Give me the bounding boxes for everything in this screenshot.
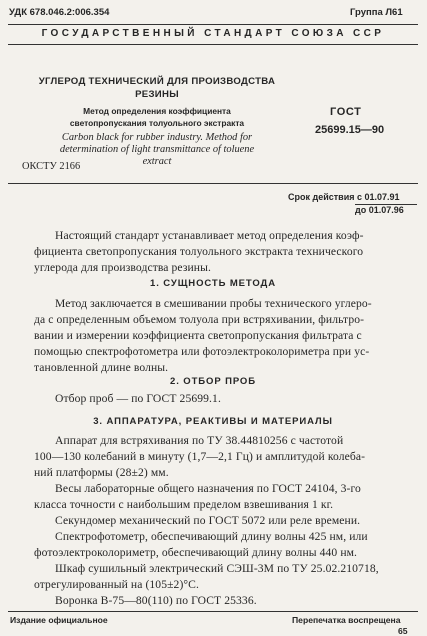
section3-line-8: фотоэлектроколориметр, обеспечивающий длину волны 440 нм. xyxy=(34,546,358,559)
footer-rule xyxy=(8,611,418,612)
section3-line-9: Шкаф сушильный электрический СЭШ-3М по ТУ 25.02.210718, xyxy=(55,562,379,575)
section3-line-5: класса точности с наибольшим пределом взвешивания 1 кг. xyxy=(34,498,334,511)
group-code: Группа Л61 xyxy=(350,7,403,18)
section2-line-1: Отбор проб — по ГОСТ 25699.1. xyxy=(55,392,221,405)
header-rule-bottom xyxy=(8,44,418,45)
intro-line-3: углерода для производства резины. xyxy=(34,261,211,274)
footer-official-edition: Издание официальное xyxy=(10,615,108,625)
udk-code: УДК 678.046.2:006.354 xyxy=(9,7,110,18)
section1-line-3: вании и измерении коэффициента светопропускания фильтрата с xyxy=(34,329,362,342)
validity-line1: Срок действия с 01.07.91 xyxy=(288,192,400,202)
section3-line-11: Воронка В-75—80(110) по ГОСТ 25336. xyxy=(55,594,257,607)
section3-line-1: Аппарат для встряхивания по ТУ 38.44810256 с частотой xyxy=(55,434,344,447)
section1-line-1: Метод заключается в смешивании пробы технического углеро- xyxy=(55,297,372,310)
title-block-rule xyxy=(8,183,418,184)
gost-label: ГОСТ xyxy=(330,106,362,118)
section-heading-2: 2. ОТБОР ПРОБ xyxy=(170,376,256,387)
english-title-line3: extract xyxy=(142,156,172,167)
page-number: 65 xyxy=(398,626,408,636)
standard-org: ГОСУДАРСТВЕННЫЙ СТАНДАРТ СОЮЗА ССР xyxy=(41,28,385,39)
okstu-code: ОКСТУ 2166 xyxy=(22,161,81,172)
document-subtitle-line1: Метод определения коэффициента xyxy=(83,106,231,116)
document-subtitle-line2: светопропускания толуольного экстракта xyxy=(69,118,245,128)
document-title-line1: УГЛЕРОД ТЕХНИЧЕСКИЙ ДЛЯ ПРОИЗВОДСТВА xyxy=(38,76,276,87)
section3-line-6: Секундомер механический по ГОСТ 5072 или реле времени. xyxy=(55,514,361,527)
validity-line2: до 01.07.96 xyxy=(355,205,404,215)
section3-line-3: ний платформы (28±2) мм. xyxy=(34,466,169,479)
section-heading-3: 3. АППАРАТУРА, РЕАКТИВЫ И МАТЕРИАЛЫ xyxy=(93,416,333,427)
section1-line-2: да с определенным объемом толуола при встряхивании, фильтро- xyxy=(34,313,365,326)
document-title-line2: РЕЗИНЫ xyxy=(135,89,179,100)
section-heading-1: 1. СУЩНОСТЬ МЕТОДА xyxy=(150,278,276,289)
header-rule-top xyxy=(8,24,418,25)
gost-number: 25699.15—90 xyxy=(315,124,385,136)
intro-line-2: фициента светопропускания толуольного экстракта технического xyxy=(34,245,364,258)
section3-line-7: Спектрофотометр, обеспечивающий длину волны 425 нм, или xyxy=(55,530,368,543)
section3-line-10: отрегулированный на (105±2)°С. xyxy=(34,578,199,591)
section3-line-4: Весы лабораторные общего назначения по ГОСТ 24104, 3-го xyxy=(55,482,361,495)
english-title-line1: Carbon black for rubber industry. Method for xyxy=(61,132,253,143)
intro-line-1: Настоящий стандарт устанавливает метод определения коэф- xyxy=(55,229,364,242)
section3-line-2: 100—130 колебаний в минуту (1,7—2,1 Гц) и амплитудой колеба- xyxy=(34,450,366,463)
section1-line-4: помощью спектрофотометра или фотоэлектроколориметра при ус- xyxy=(34,345,370,358)
english-title-line2: determination of light transmittance of toluene xyxy=(59,144,255,155)
footer-reprint-prohibited: Перепечатка воспрещена xyxy=(292,615,401,625)
section1-line-5: тановленной длине волны. xyxy=(34,361,169,374)
